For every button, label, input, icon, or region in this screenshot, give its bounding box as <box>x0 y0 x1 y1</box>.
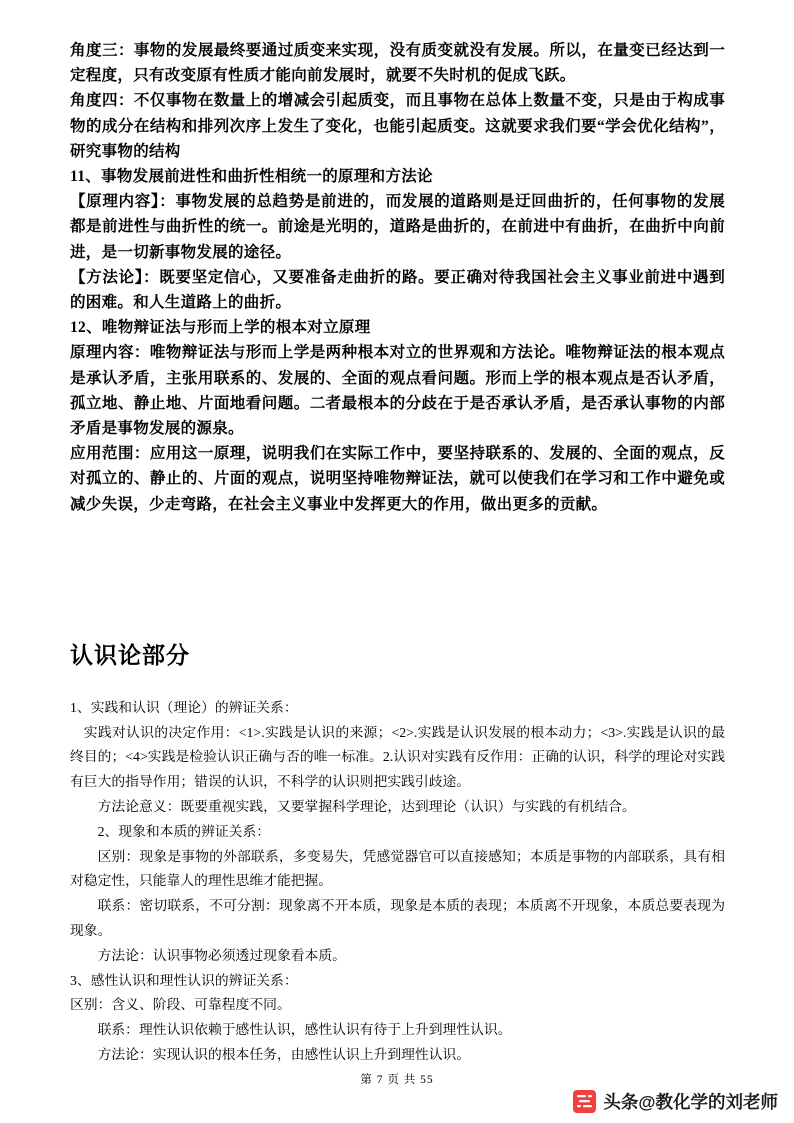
paragraph: 应用范围：应用这一原理，说明我们在实际工作中，要坚持联系的、发展的、全面的观点，反对孤立的、静止的、片面的观点，说明坚持唯物辩证法，就可以使我们在学习和工作中避免或减少失误，少走弯路，在社会主义事业中发挥更大的作用，做出更多的贡献。 <box>70 445 725 513</box>
paragraph: 联系：理性认识依赖于感性认识，感性认识有待于上升到理性认识。 <box>97 1022 512 1038</box>
paragraph: 2、现象和本质的辨证关系： <box>97 823 271 839</box>
paragraph: 实践对认识的决定作用：<1>.实践是认识的来源；<2>.实践是认识发展的根本动力；<3>.实践是认识的最终目的；<4>实践是检验认识正确与否的唯一标准。2.认识对实践有反作用：正确的认识，科学的理论对实践有巨大的指导作用；错误的认识，不科学的认识则把实践引歧途。 <box>70 724 725 790</box>
paragraph: 角度四：不仅事物在数量上的增减会引起质变，而且事物在总体上数量不变，只是由于构成事物的成分在结构和排列次序上发生了变化，也能引起质变。这就要求我们要“学会优化结构”，研究事物的结构 <box>70 92 725 160</box>
section-epistemology-notes <box>70 696 725 1068</box>
paragraph: 3、感性认识和理性认识的辨证关系： <box>70 972 298 988</box>
paragraph: 11、事物发展前进性和曲折性相统一的原理和方法论 <box>70 168 433 186</box>
paragraph: 联系：密切联系，不可分割：现象离不开本质，现象是本质的表现；本质离不开现象，本质总要表现为现象。 <box>70 898 725 939</box>
paragraph: 12、唯物辩证法与形而上学的根本对立原理 <box>70 319 371 337</box>
paragraph: 区别：现象是事物的外部联系，多变易失，凭感觉器官可以直接感知；本质是事物的内部联系，具有相对稳定性，只能靠人的理性思维才能把握。 <box>70 848 725 889</box>
page-footer: 第 7 页 共 55 <box>360 1074 434 1086</box>
paragraph: 【原理内容】：事物发展的总趋势是前进的，而发展的道路则是迂回曲折的，任何事物的发展都是前进性与曲折性的统一。前途是光明的，道路是曲折的，在前进中有曲折，在曲折中向前进，是一切新事物发展的途径。 <box>70 193 725 261</box>
watermark <box>573 1089 778 1114</box>
paragraph: 1、实践和认识（理论）的辨证关系： <box>70 699 298 715</box>
paragraph: 方法论意义：既要重视实践，又要掌握科学理论，达到理论（认识）与实践的有机结合。 <box>97 799 636 815</box>
paragraph: 角度三：事物的发展最终要通过质变来实现，没有质变就没有发展。所以，在量变已经达到一定程度，只有改变原有性质才能向前发展时，就要不失时机的促成飞跃。 <box>70 42 725 85</box>
paragraph: 区别：含义、阶段、可靠程度不同。 <box>70 997 291 1013</box>
paragraph: 方法论：实现认识的根本任务，由感性认识上升到理性认识。 <box>97 1047 471 1063</box>
paragraph: 方法论：认识事物必须透过现象看本质。 <box>97 947 346 963</box>
paragraph: 【方法论】：既要坚定信心，又要准备走曲折的路。要正确对待我国社会主义事业前进中遇到的困难。和人生道路上的曲折。 <box>70 268 725 312</box>
paragraph: 原理内容：唯物辩证法与形而上学是两种根本对立的世界观和方法论。唯物辩证法的根本观点是承认矛盾，主张用联系的、发展的、全面的观点看问题。形而上学的根本观点是否认矛盾，孤立地、静止地、片面地看问题。二者最根本的分歧在于是否承认矛盾，是否承认事物的内部矛盾是事物发展的源泉。 <box>70 344 725 438</box>
watermark-text: 头条@教化学的刘老师 <box>603 1092 778 1112</box>
toutiao-logo-icon <box>573 1090 596 1113</box>
section-dialectics-notes <box>70 38 725 517</box>
section-heading: 认识论部分 <box>70 641 190 668</box>
